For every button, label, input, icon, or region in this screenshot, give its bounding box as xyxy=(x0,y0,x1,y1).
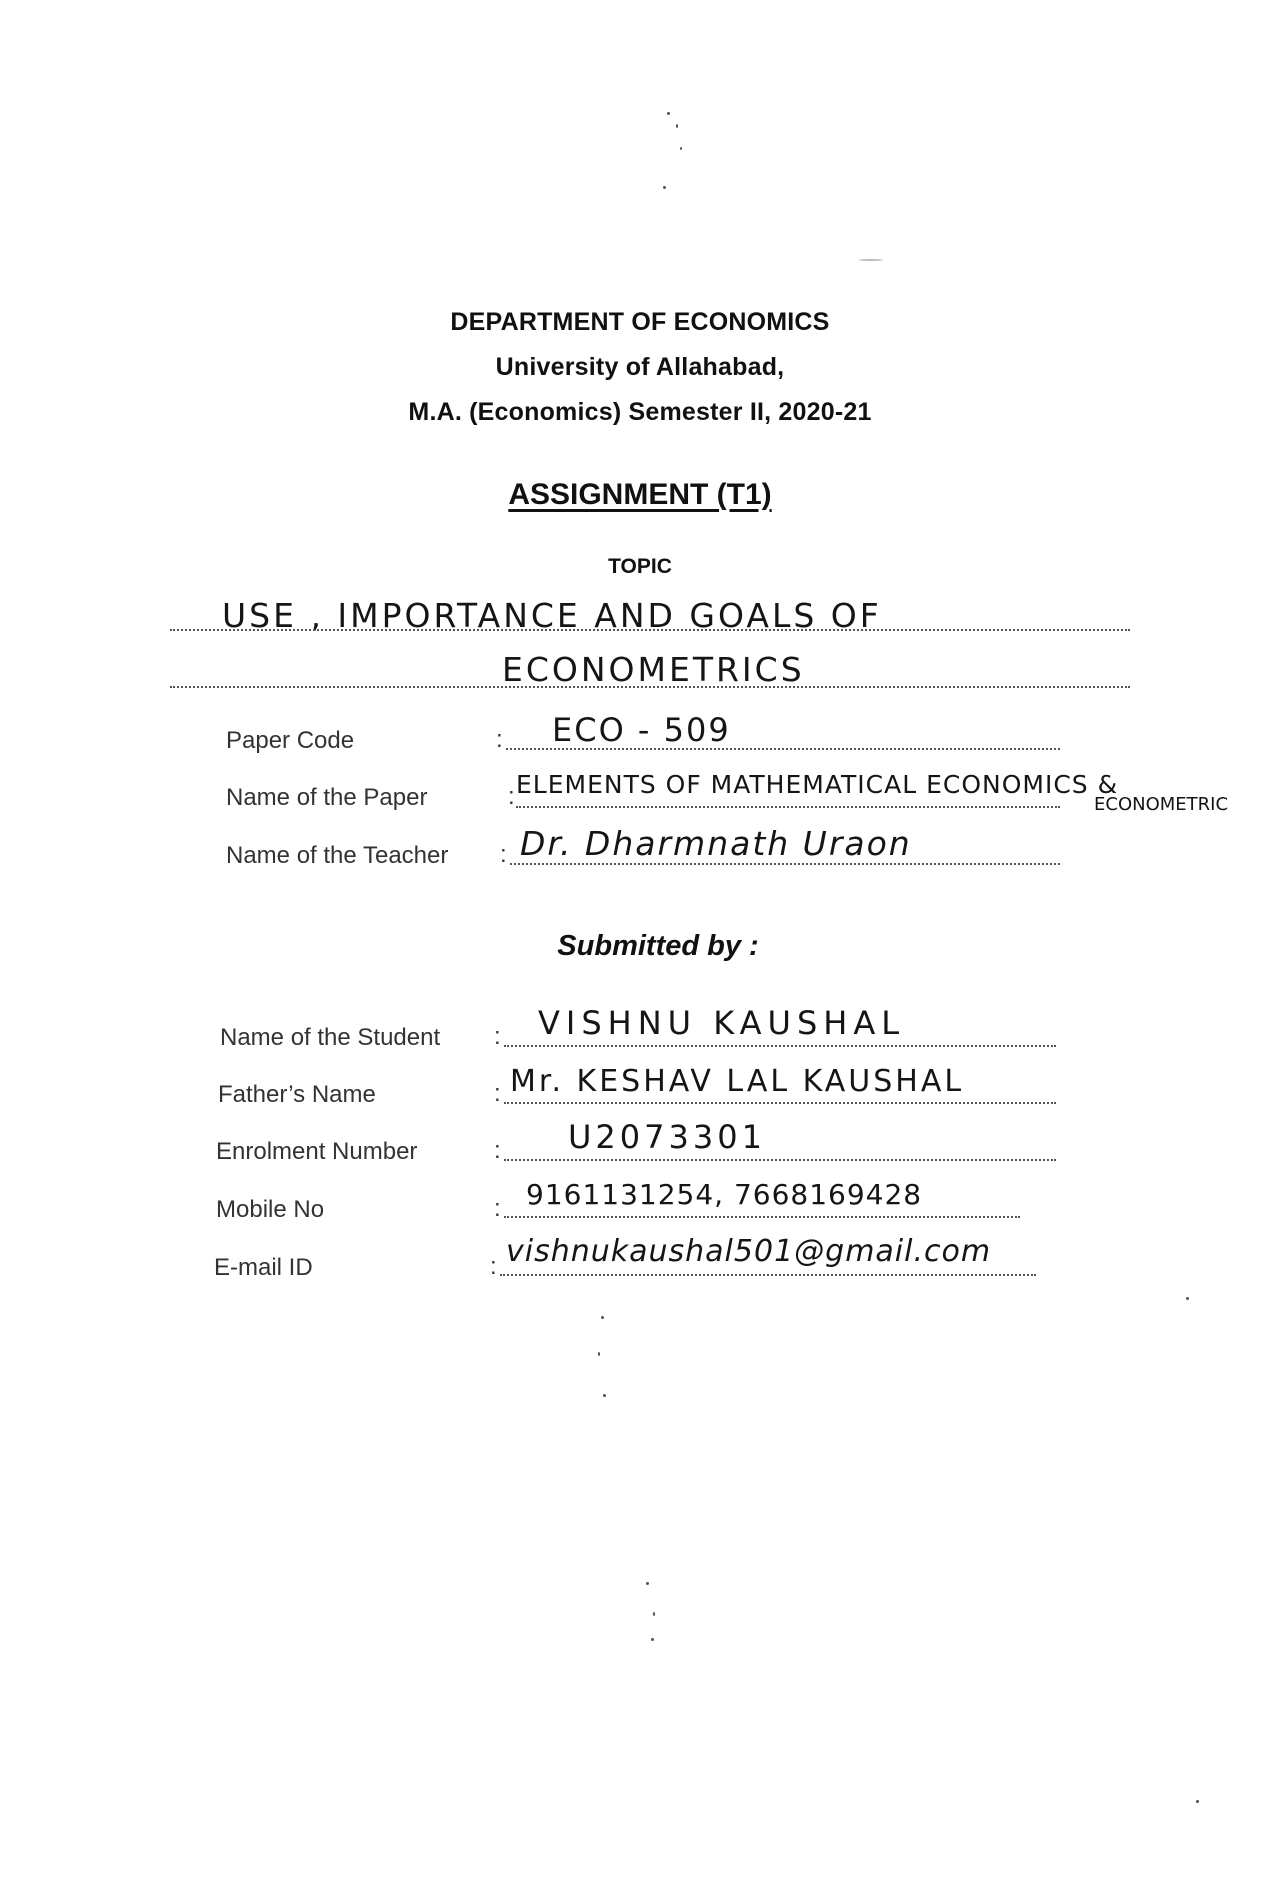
email-id-label: E-mail ID xyxy=(214,1254,313,1281)
paper-code-label: Paper Code xyxy=(226,727,355,754)
colon: : xyxy=(494,1195,501,1222)
enrolment-number-label: Enrolment Number xyxy=(216,1138,418,1165)
colon: : xyxy=(494,1137,501,1164)
colon: : xyxy=(494,1023,501,1050)
scan-speck xyxy=(598,1352,600,1356)
mobile-number-rule xyxy=(504,1216,1020,1218)
paper-name-value: ELEMENTS OF MATHEMATICAL ECONOMICS & xyxy=(516,770,1119,799)
assignment-title: ASSIGNMENT (T1) xyxy=(508,478,772,511)
enrolment-number-rule xyxy=(504,1159,1056,1161)
program-semester: M.A. (Economics) Semester II, 2020-21 xyxy=(408,398,872,426)
teacher-name-label: Name of the Teacher xyxy=(226,842,449,869)
topic-rule-1 xyxy=(170,629,1130,631)
scan-speck xyxy=(1196,1800,1199,1803)
scan-speck xyxy=(651,1638,654,1641)
scan-speck xyxy=(680,147,682,150)
enrolment-number-value: U2073301 xyxy=(568,1118,766,1156)
colon: : xyxy=(500,841,507,868)
scan-speck xyxy=(653,1612,655,1616)
paper-name-value-cont: ECONOMETRIC xyxy=(1094,794,1229,815)
teacher-name-rule xyxy=(510,863,1060,865)
email-id-rule xyxy=(500,1274,1036,1276)
topic-line-2: ECONOMETRICS xyxy=(502,650,805,689)
mobile-number-label: Mobile No xyxy=(216,1196,325,1223)
father-name-value: Mr. KESHAV LAL KAUSHAL xyxy=(510,1064,965,1099)
scan-speck xyxy=(667,112,670,115)
topic-rule-2 xyxy=(170,686,1130,688)
email-id-value: vishnukaushal501@gmail.com xyxy=(506,1234,992,1269)
scan-speck xyxy=(603,1394,606,1397)
teacher-name-value: Dr. Dharmnath Uraon xyxy=(520,824,912,863)
colon: : xyxy=(508,783,515,810)
topic-label: TOPIC xyxy=(608,555,672,578)
father-name-rule xyxy=(504,1102,1056,1104)
scan-speck xyxy=(646,1582,649,1585)
scan-speck xyxy=(1186,1297,1189,1300)
colon: : xyxy=(490,1253,497,1280)
scan-speck xyxy=(663,186,666,189)
father-name-label: Father’s Name xyxy=(218,1081,376,1108)
department-heading: DEPARTMENT OF ECONOMICS xyxy=(450,308,830,336)
colon: : xyxy=(494,1080,501,1107)
paper-name-label: Name of the Paper xyxy=(226,784,428,811)
student-name-value: VISHNU KAUSHAL xyxy=(538,1004,906,1042)
student-name-rule xyxy=(504,1045,1056,1047)
scan-speck xyxy=(601,1316,604,1319)
topic-line-1: USE , IMPORTANCE AND GOALS OF xyxy=(222,596,882,635)
paper-code-value: ECO - 509 xyxy=(552,711,731,749)
scan-speck xyxy=(676,124,678,128)
student-name-label: Name of the Student xyxy=(220,1024,441,1051)
paper-name-rule xyxy=(516,806,1060,808)
mobile-number-value: 9161131254, 7668169428 xyxy=(526,1178,923,1211)
paper-code-rule xyxy=(506,748,1060,750)
university-name: University of Allahabad, xyxy=(495,353,785,381)
colon: : xyxy=(496,726,503,753)
scan-speck xyxy=(859,259,883,261)
submitted-by-label: Submitted by : xyxy=(557,930,759,962)
